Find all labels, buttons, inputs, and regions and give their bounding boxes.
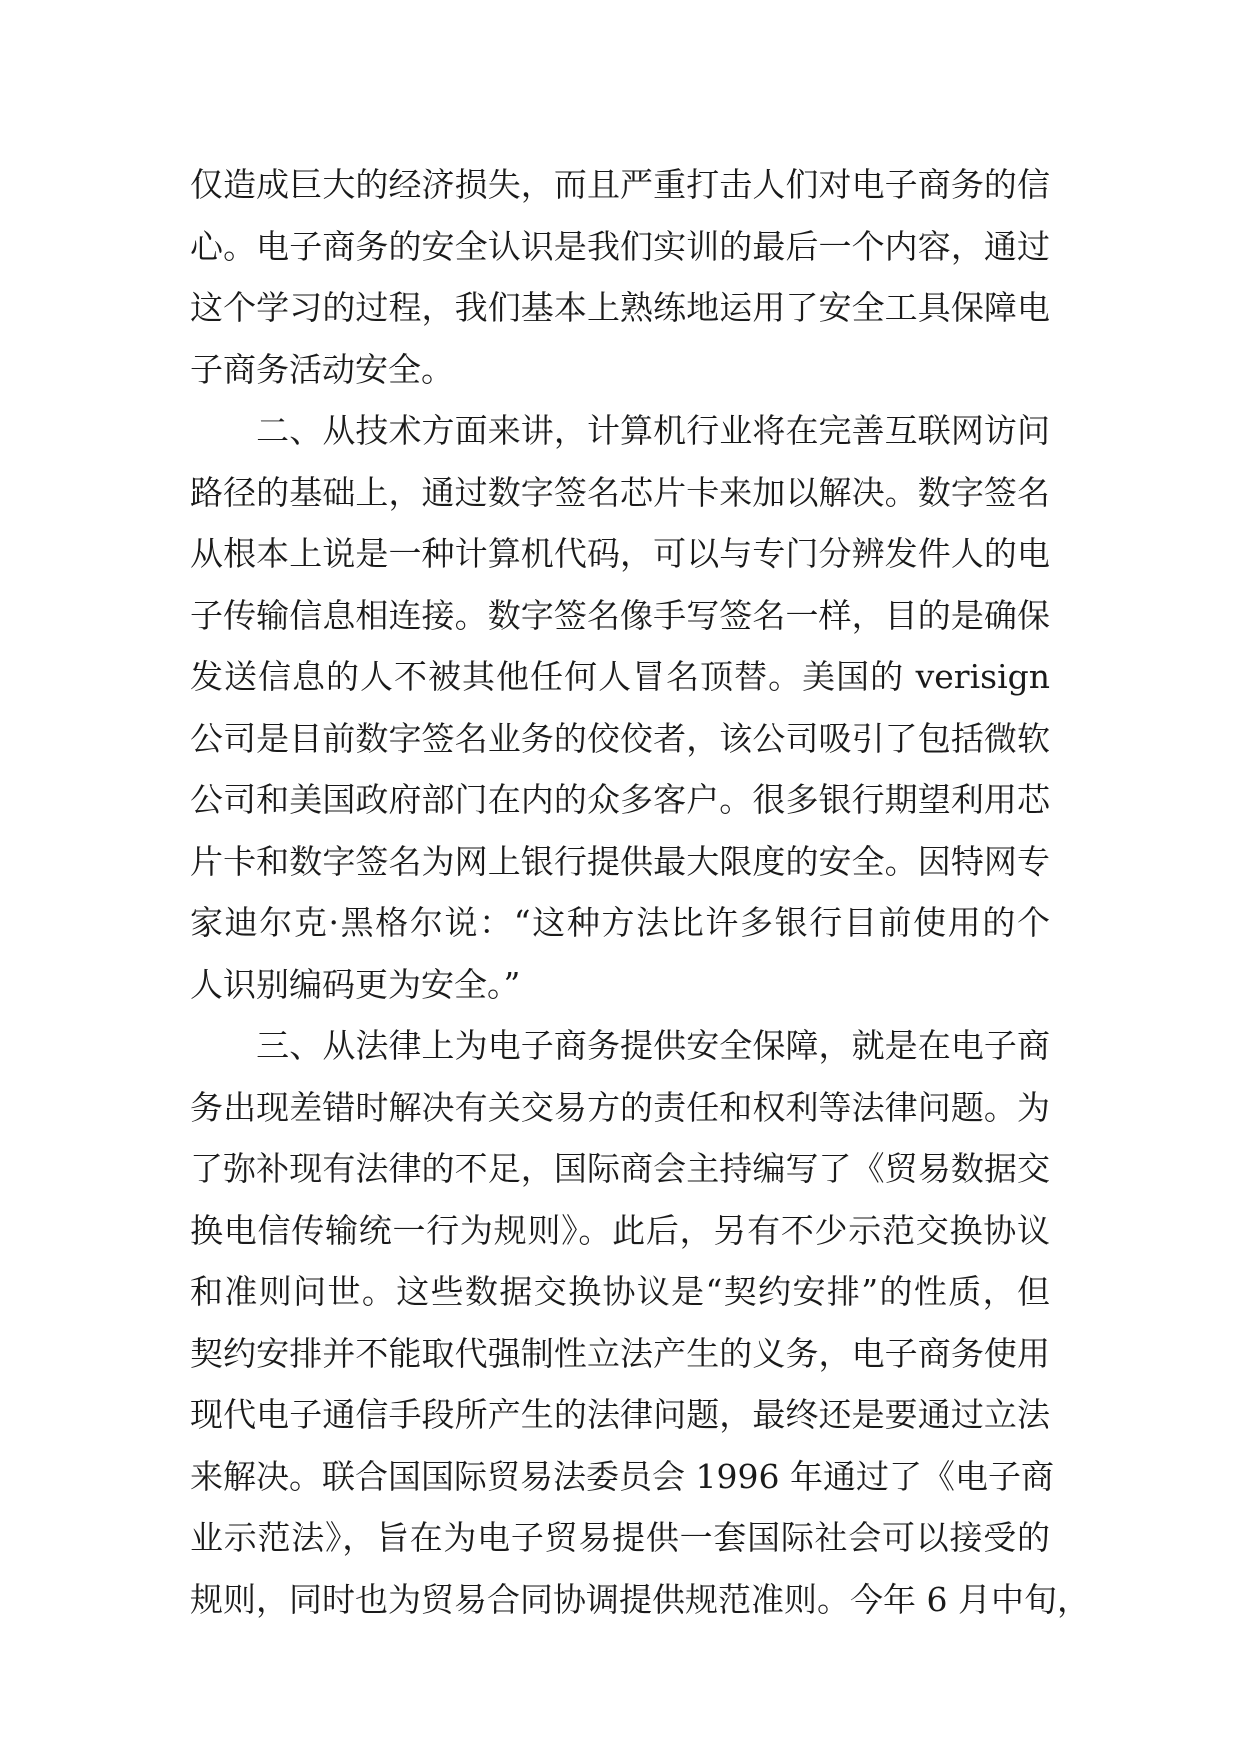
text-line: 规则，同时也为贸易合同协调提供规范准则。今年 6 月中旬， [190, 1579, 1090, 1619]
paragraph-1 [190, 154, 1050, 400]
text-line: 这个学习的过程，我们基本上熟练地运用了安全工具保障电 [190, 288, 1050, 327]
text-line: 子传输信息相连接。数字签名像手写签名一样，目的是确保 [190, 595, 1050, 635]
text-line: 和准则问世。这些数据交换协议是“契约安排”的性质，但 [190, 1272, 1050, 1311]
text-line: 片卡和数字签名为网上银行提供最大限度的安全。因特网专 [190, 841, 1050, 881]
text-line: 业示范法》，旨在为电子贸易提供一套国际社会可以接受的 [190, 1518, 1050, 1557]
text-line: 换电信传输统一行为规则》。此后，另有不少示范交换协议 [190, 1210, 1050, 1250]
text-line: 契约安排并不能取代强制性立法产生的义务，电子商务使用 [190, 1333, 1050, 1373]
text-line: 人识别编码更为安全。” [190, 964, 521, 1004]
text-line: 三、从法律上为电子商务提供安全保障，就是在电子商 [190, 1026, 1050, 1065]
text-line: 路径的基础上，通过数字签名芯片卡来加以解决。数字签名 [190, 472, 1050, 512]
text-line: 现代电子通信手段所产生的法律问题，最终还是要通过立法 [190, 1395, 1050, 1434]
text-line: 公司和美国政府部门在内的众多客户。很多银行期望利用芯 [190, 780, 1050, 819]
text-line: 来解决。联合国国际贸易法委员会 1996 年通过了《电子商 [190, 1456, 1054, 1496]
paragraph-3 [190, 1015, 1090, 1630]
text-line: 家迪尔克·黑格尔说：“这种方法比许多银行目前使用的个 [190, 903, 1050, 942]
text-line: 子商务活动安全。 [190, 349, 454, 389]
text-line: 从根本上说是一种计算机代码，可以与专门分辨发件人的电 [190, 534, 1050, 573]
body-text [190, 154, 1090, 1630]
text-line: 发送信息的人不被其他任何人冒名顶替。美国的 verisign [190, 657, 1050, 696]
text-line: 心。电子商务的安全认识是我们实训的最后一个内容，通过 [190, 226, 1050, 266]
text-line: 二、从技术方面来讲，计算机行业将在完善互联网访问 [190, 411, 1050, 450]
text-line: 仅造成巨大的经济损失，而且严重打击人们对电子商务的信 [190, 165, 1050, 204]
text-line: 公司是目前数字签名业务的佼佼者，该公司吸引了包括微软 [190, 718, 1050, 758]
text-line: 了弥补现有法律的不足，国际商会主持编写了《贸易数据交 [190, 1149, 1050, 1188]
paragraph-2 [190, 400, 1050, 1015]
text-line: 务出现差错时解决有关交易方的责任和权利等法律问题。为 [190, 1087, 1050, 1127]
